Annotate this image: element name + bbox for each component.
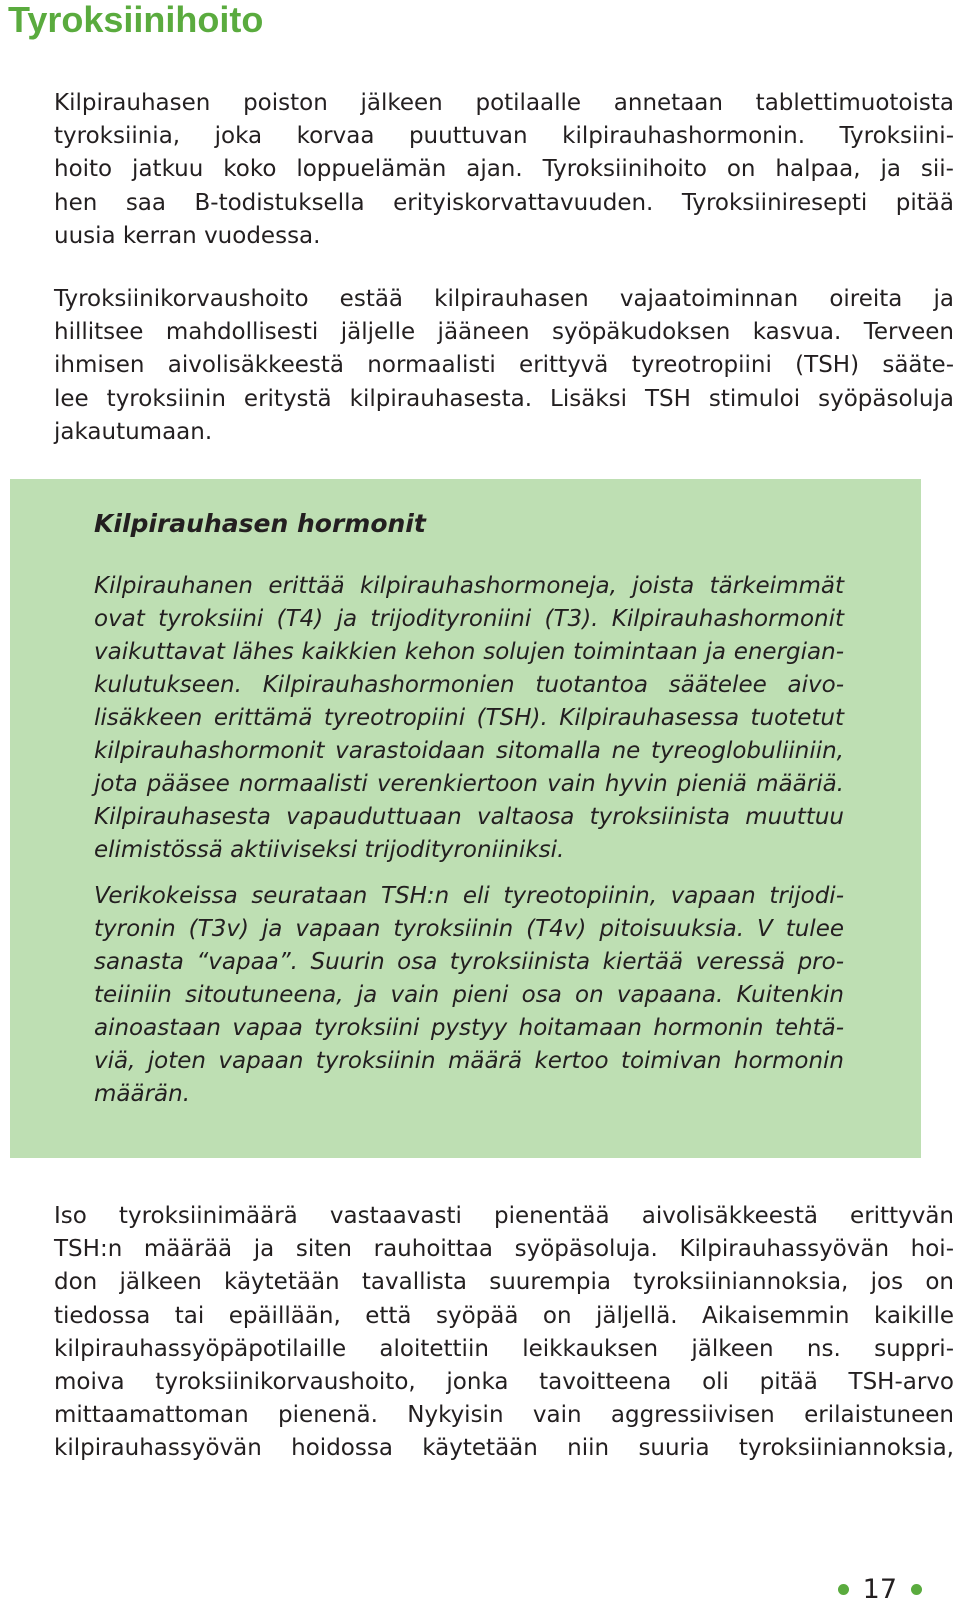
text-line: TSH:n määrää ja siten rauhoittaa syöpäsoluja. Kilpirauhassyövän hoi- (54, 1236, 954, 1263)
info-box-paragraph (94, 880, 844, 1111)
body-paragraph (54, 1200, 954, 1466)
text-line: Iso tyroksiinimäärä vastaavasti pienentää aivolisäkkeestä erittyvän (54, 1203, 954, 1229)
text-line: ihmisen aivolisäkkeestä normaalisti erittyvä tyreotropiini (TSH) sääte- (54, 352, 954, 379)
text-line: Kilpirauhasen poiston jälkeen potilaalle annetaan tablettimuotoista (54, 90, 954, 116)
page-number: 17 (862, 1573, 897, 1605)
text-line: don jälkeen käytetään tavallista suurempia tyroksiiniannoksia, jos on (54, 1269, 954, 1296)
text-line: ainoastaan vapaa tyroksiini pystyy hoitamaan hormonin tehtä- (94, 1015, 844, 1041)
text-line: määrän. (94, 1081, 191, 1107)
body-paragraph (54, 87, 954, 253)
text-line: tiedossa tai epäillään, että syöpää on jäljellä. Aikaisemmin kaikille (54, 1302, 954, 1329)
text-line: kilpirauhashormonit varastoidaan sitomalla ne tyreoglobuliiniin, (94, 738, 844, 764)
text-line: teiiniin sitoutuneena, ja vain pieni osa on vapaana. Kuitenkin (94, 982, 844, 1008)
text-line: ovat tyroksiini (T4) ja trijodityroniini (T3). Kilpirauhashormonit (94, 606, 844, 632)
text-line: hen saa B-todistuksella erityiskorvattavuuden. Tyroksiiniresepti pitää (54, 189, 954, 216)
text-line: mittaamattoman pienenä. Nykyisin vain aggressiivisen erilaistuneen (54, 1402, 954, 1429)
text-line: moiva tyroksiinikorvaushoito, jonka tavoitteena oli pitää TSH-arvo (54, 1369, 954, 1396)
text-line: tyroksiinia, joka korvaa puuttuvan kilpirauhashormonin. Tyroksiini- (54, 123, 954, 150)
text-line: tyronin (T3v) ja vapaan tyroksiinin (T4v) pitoisuuksia. V tulee (94, 916, 844, 942)
body-paragraph (54, 283, 954, 449)
text-line: Verikokeissa seurataan TSH:n eli tyreotopiinin, vapaan trijodi- (94, 883, 844, 909)
text-line: Tyroksiinikorvaushoito estää kilpirauhasen vajaatoiminnan oireita ja (54, 286, 954, 312)
text-line: kulutukseen. Kilpirauhashormonien tuotantoa säätelee aivo- (94, 672, 844, 698)
text-line: jakautumaan. (54, 418, 213, 445)
text-line: hillitsee mahdollisesti jäljelle jääneen syöpäkudoksen kasvua. Terveen (54, 319, 954, 346)
text-line: kilpirauhassyövän hoidossa käytetään niin suuria tyroksiiniannoksia, (54, 1435, 954, 1462)
text-line: sanasta “vapaa”. Suurin osa tyroksiinista kiertää veressä pro- (94, 949, 844, 975)
info-box (10, 479, 921, 1158)
text-line: hoito jatkuu koko loppuelämän ajan. Tyroksiinihoito on halpaa, ja sii- (54, 156, 954, 183)
bullet-dot-icon (838, 1584, 849, 1595)
text-line: elimistössä aktiiviseksi trijodityroniiniksi. (94, 837, 565, 863)
text-line: Kilpirauhanen erittää kilpirauhashormoneja, joista tärkeimmät (94, 573, 844, 599)
text-line: lisäkkeen erittämä tyreotropiini (TSH). Kilpirauhasessa tuotetut (94, 705, 844, 731)
page-footer (838, 1571, 922, 1607)
page-title: Tyroksiinihoito (8, 0, 264, 40)
text-line: kilpirauhassyöpäpotilaille aloitettiin leikkauksen jälkeen ns. suppri- (54, 1335, 954, 1362)
bullet-dot-icon (911, 1584, 922, 1595)
text-line: lee tyroksiinin eritystä kilpirauhasesta. Lisäksi TSH stimuloi syöpäsoluja (54, 385, 954, 412)
info-box-title: Kilpirauhasen hormonit (94, 509, 426, 538)
text-line: jota pääsee normaalisti verenkiertoon vain hyvin pieniä määriä. (94, 771, 844, 797)
text-line: vaikuttavat lähes kaikkien kehon solujen toimintaan ja energian- (94, 639, 844, 665)
text-line: viä, joten vapaan tyroksiinin määrä kertoo toimivan hormonin (94, 1048, 844, 1074)
text-line: Kilpirauhasesta vapauduttuaan valtaosa tyroksiinista muuttuu (94, 804, 844, 830)
info-box-paragraph (94, 570, 844, 867)
text-line: uusia kerran vuodessa. (54, 222, 321, 249)
